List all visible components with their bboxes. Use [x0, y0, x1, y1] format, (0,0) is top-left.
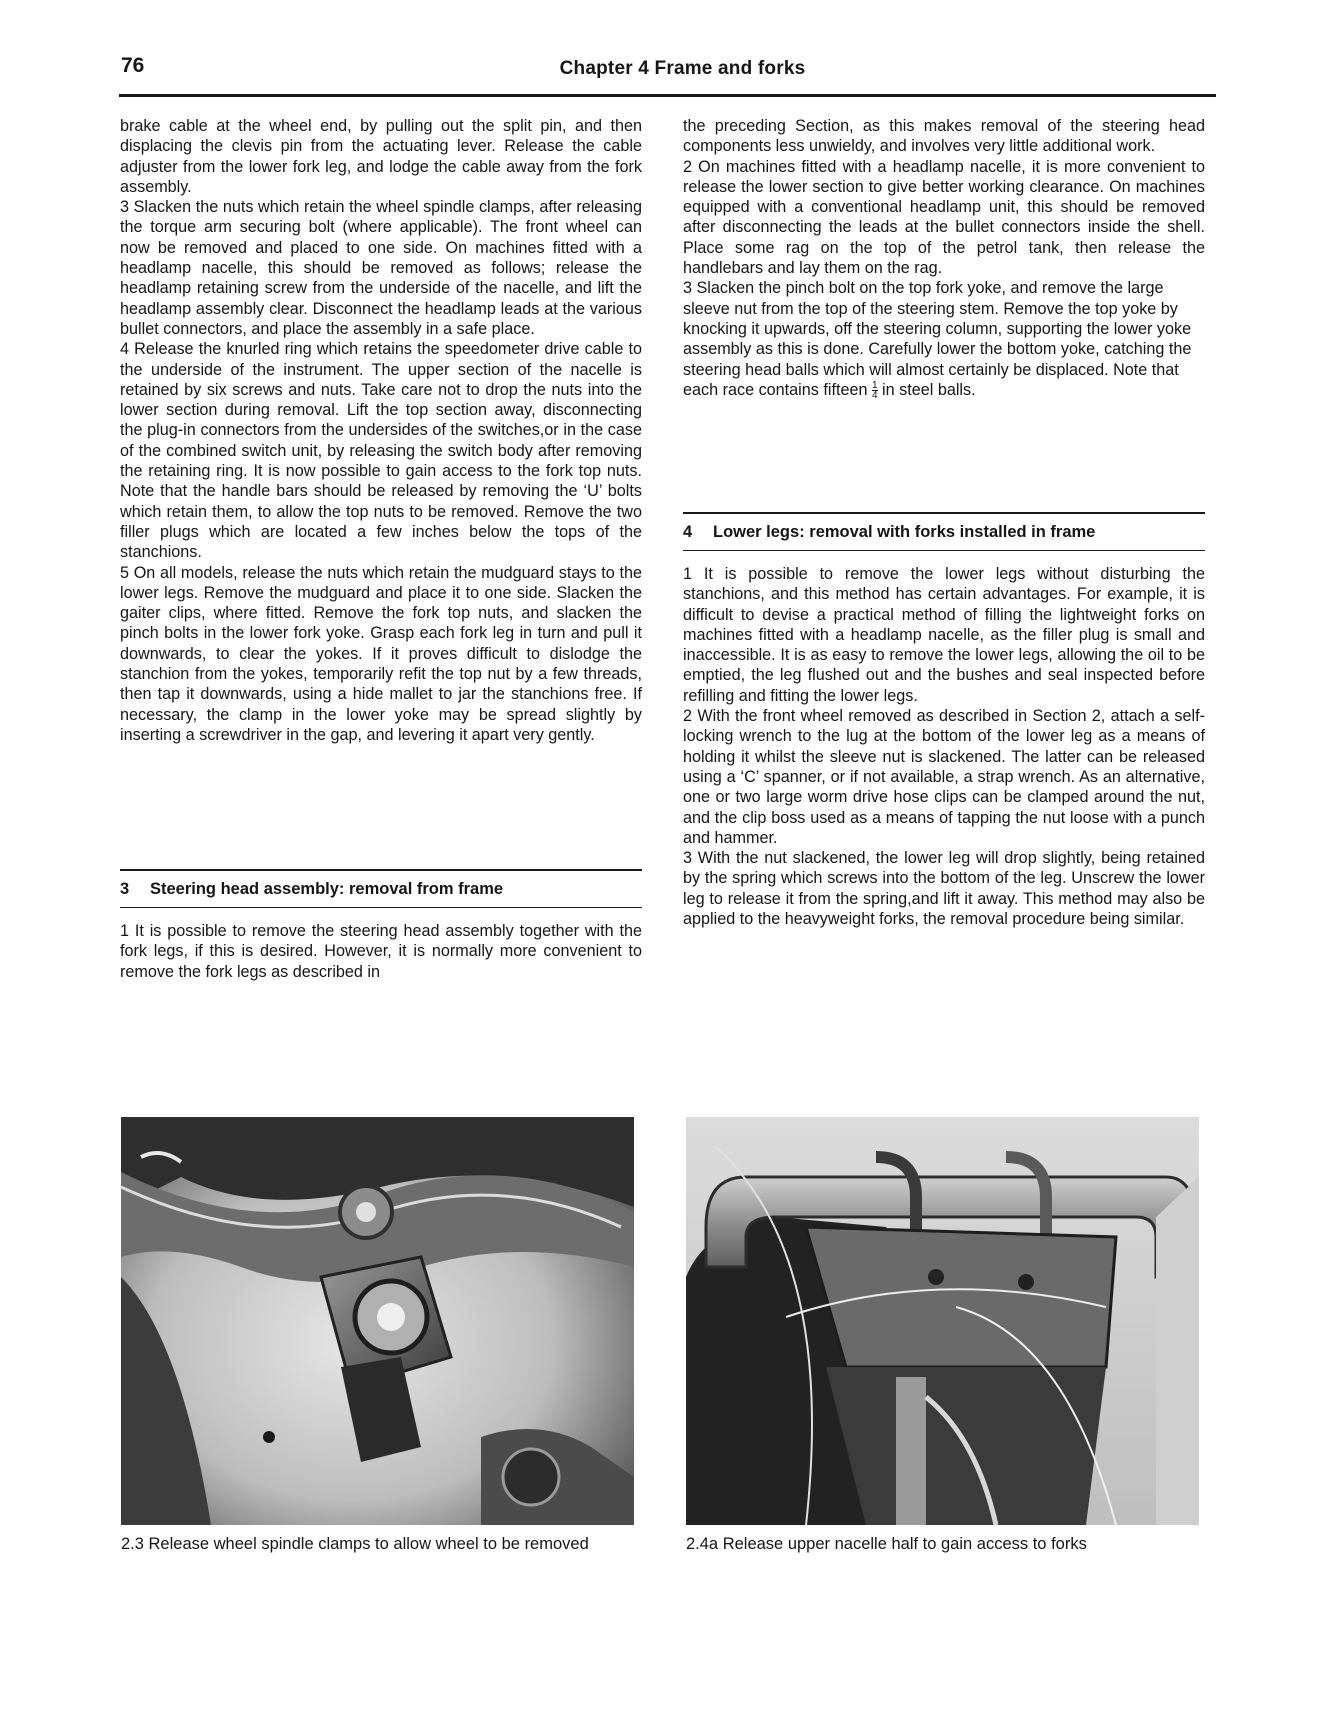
paragraph: brake cable at the wheel end, by pulling out the split pin, and then displacing the clevis pin from the actuating lever. Release the cable adjuster from the lower fork leg, and lodge the cable away from the fork assembly.	[120, 117, 642, 196]
section-title: Lower legs: removal with forks installed in frame	[713, 522, 1096, 541]
figure-caption: 2.3 Release wheel spindle clamps to allow wheel to be removed	[121, 1535, 589, 1553]
section-heading	[683, 512, 1205, 551]
section-3-body	[120, 921, 642, 982]
heading-rule	[120, 907, 642, 908]
paragraph: the preceding Section, as this makes removal of the steering head components less unwieldy, and involves very little additional work.	[683, 117, 1205, 156]
section-number: 4	[683, 522, 693, 541]
paragraph: 2 With the front wheel removed as described in Section 2, attach a self-locking wrench to the lug at the bottom of the lower leg as a means of holding it whilst the sleeve nut is slackened. The latter can be released using a ‘C’ spanner, or if not available, a strap wrench. As an alternative, one or two large worm drive hose clips can be clamped around the nut, and the clip boss used as a means of tapping the nut loose with a punch and hammer.	[683, 707, 1205, 847]
fraction: $\frac{1}{4}$	[871, 379, 878, 401]
running-header: Chapter 4 Frame and forks	[559, 58, 806, 79]
header-rule	[119, 94, 1216, 97]
right-column	[683, 116, 1205, 400]
paragraph: 3 With the nut slackened, the lower leg will drop slightly, being retained by the spring which screws into the bottom of the leg. Unscrew the lower leg to release it from the spring,and lift it away. This method may also be applied to the heavyweight forks, the removal procedure being similar.	[683, 849, 1205, 929]
photo-upper-nacelle	[686, 1117, 1199, 1525]
paragraph: 4 Release the knurled ring which retains the speedometer drive cable to the underside of the instrument. The upper section of the nacelle is retained by six screws and nuts. Take care not to drop the nuts into the lower section during removal. Lift the top section away, disconnecting the plug-in connectors from the undersides of the switches,or in the case of the combined switch unit, by releasing the switch body after removing the retaining ring. It is now possible to gain access to the fork top nuts. Note that the handle bars should be released by removing the ‘U’ bolts which retain them, to allow the top nuts to be removed. Remove the two filler plugs which are located a few inches below the tops of the stanchions.	[120, 340, 642, 562]
section-number: 3	[120, 879, 130, 898]
figure-caption: 2.4a Release upper nacelle half to gain access to forks	[686, 1535, 1087, 1553]
page-number: 76	[121, 54, 145, 77]
left-column	[120, 116, 642, 745]
paragraph: 1 It is possible to remove the steering head assembly together with the fork legs, if this is desired. However, it is normally more convenient to remove the fork legs as described in	[120, 922, 642, 981]
section-title: Steering head assembly: removal from frame	[150, 879, 504, 898]
heading-rule	[683, 550, 1205, 551]
section-4-body	[683, 564, 1205, 929]
paragraph: 2 On machines fitted with a headlamp nacelle, it is more convenient to release the lower section to give better working clearance. On machines equipped with a conventional headlamp unit, this should be removed after disconnecting the leads at the bullet connectors inside the shell. Place some rag on the top of the petrol tank, then release the handlebars and lay them on the rag.	[683, 157, 1205, 278]
paragraph: 3 Slacken the nuts which retain the wheel spindle clamps, after releasing the torque arm securing bolt (where applicable). The front wheel can now be removed and placed to one side. On machines fitted with a headlamp nacelle, this should be removed as follows; release the headlamp retaining screw from the underside of the nacelle, and lift the headlamp assembly clear. Disconnect the headlamp leads at the various bullet connectors, and place the assembly in a safe place.	[120, 198, 642, 338]
paragraph	[683, 278, 1205, 400]
paragraph-text: in steel balls.	[877, 380, 976, 399]
paragraph: 5 On all models, release the nuts which retain the mudguard stays to the lower legs. Remove the mudguard and place it to one side. Slacken the gaiter clips, where fitted. Remove the fork top nuts, and slacken the pinch bolts in the lower fork yoke. Grasp each fork leg in turn and pull it downwards, to clear the yokes. If it proves difficult to dislodge the stanchion from the yokes, temporarily refit the top nut by a few threads, then tap it downwards, using a hide mallet to jar the stanchions free. If necessary, the clamp in the lower yoke may be spread slightly by inserting a screwdriver in the gap, and levering it apart very gently.	[120, 563, 642, 744]
photo-wheel-spindle-clamp	[121, 1117, 634, 1525]
paragraph: 1 It is possible to remove the lower legs without disturbing the stanchions, and this method has certain advantages. For example, it is difficult to devise a practical method of filling the lightweight forks on machines fitted with a headlamp nacelle, as the filler plug is small and inaccessible. It is as easy to remove the lower legs, allowing the oil to be emptied, the leg flushed out and the bushes and seal inspected before refilling and fitting the lower legs.	[683, 565, 1205, 705]
paragraph-text: 3 Slacken the pinch bolt on the top fork yoke, and remove the large sleeve nut from the top of the steering stem. Remove the top yoke by knocking it upwards, off the steering column, supporting the lower yoke assembly as this is done. Carefully lower the bottom yoke, catching the steering head balls which will almost certainly be displaced. Note that each race contains fifteen	[683, 279, 1192, 399]
section-heading	[120, 869, 642, 908]
